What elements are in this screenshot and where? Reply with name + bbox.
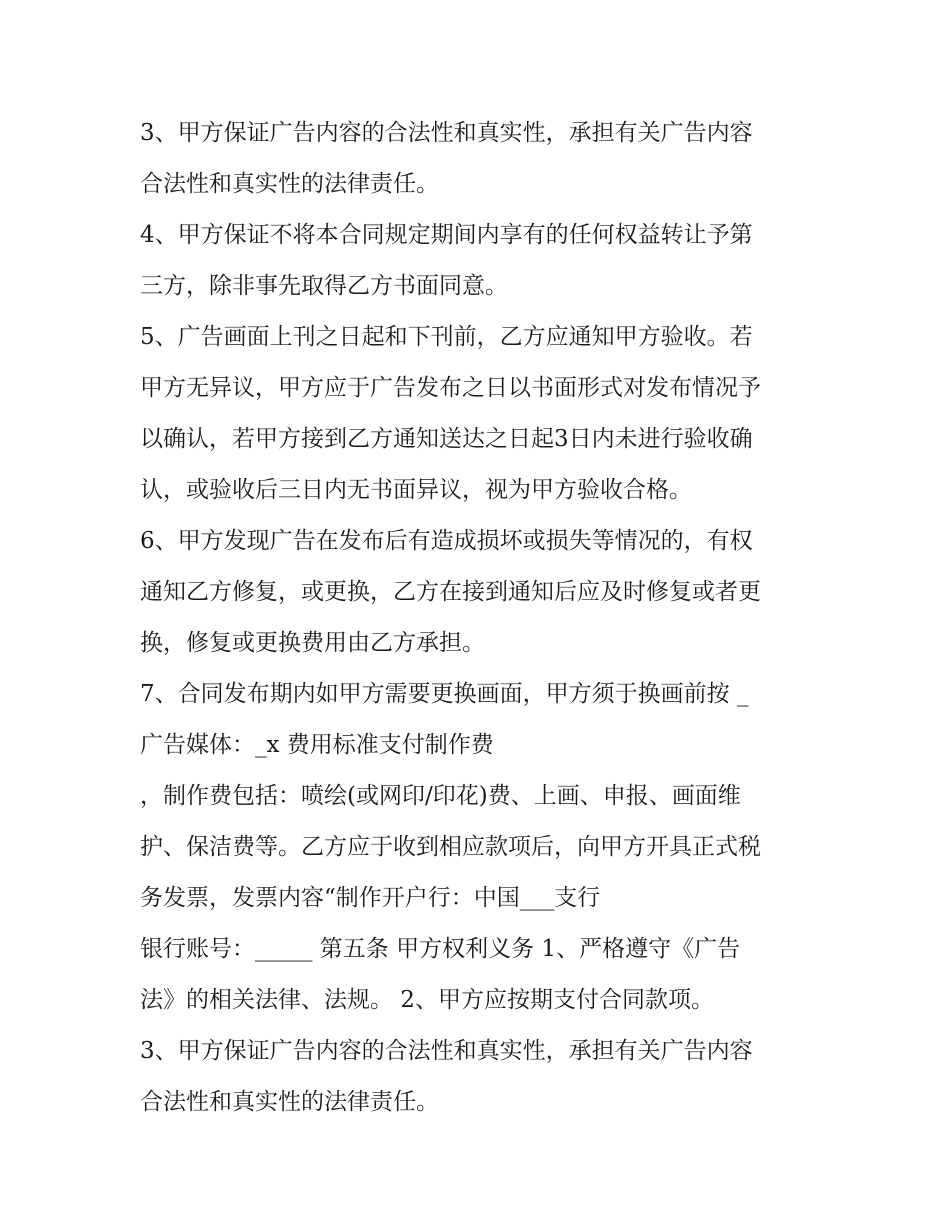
- text-line: 以确认，若甲方接到乙方通知送达之日起3日内未进行验收确: [140, 426, 753, 452]
- text-line: 4、甲方保证不将本合同规定期间内享有的任何权益转让予第: [140, 222, 753, 248]
- text-line: 三方，除非事先取得乙方书面同意。: [140, 273, 508, 299]
- text-line: 5、广告画面上刊之日起和下刊前，乙方应通知甲方验收。若: [140, 324, 753, 350]
- text-line: 广告媒体：_x 费用标准支付制作费: [140, 732, 494, 758]
- text-line: 3、甲方保证广告内容的合法性和真实性，承担有关广告内容: [140, 1038, 753, 1064]
- text-line: 3、甲方保证广告内容的合法性和真实性，承担有关广告内容: [140, 120, 753, 146]
- text-line: ，制作费包括：喷绘(或网印/印花)费、上画、申报、画面维: [140, 783, 741, 809]
- text-line: 法》的相关法律、法规。 2、甲方应按期支付合同款项。: [140, 987, 714, 1013]
- text-line: 7、合同发布期内如甲方需要更换画面，甲方须于换画前按 _: [140, 681, 749, 707]
- text-line: 务发票，发票内容“制作开户行：中国___支行: [140, 885, 601, 911]
- text-line: 6、甲方发现广告在发布后有造成损坏或损失等情况的，有权: [140, 528, 753, 554]
- text-line: 银行账号：_____ 第五条 甲方权利义务 1、严格遵守《广告: [140, 936, 741, 962]
- text-line: 认，或验收后三日内无书面异议，视为甲方验收合格。: [140, 477, 692, 503]
- contract-text: [140, 108, 830, 1128]
- text-line: 甲方无异议，甲方应于广告发布之日以书面形式对发布情况予: [140, 375, 761, 401]
- text-line: 合法性和真实性的法律责任。: [140, 171, 439, 197]
- text-line: 护、保洁费等。乙方应于收到相应款项后，向甲方开具正式税: [140, 834, 761, 860]
- text-line: 合法性和真实性的法律责任。: [140, 1089, 439, 1115]
- text-line: 换，修复或更换费用由乙方承担。: [140, 630, 485, 656]
- text-line: 通知乙方修复，或更换，乙方在接到通知后应及时修复或者更: [140, 579, 761, 605]
